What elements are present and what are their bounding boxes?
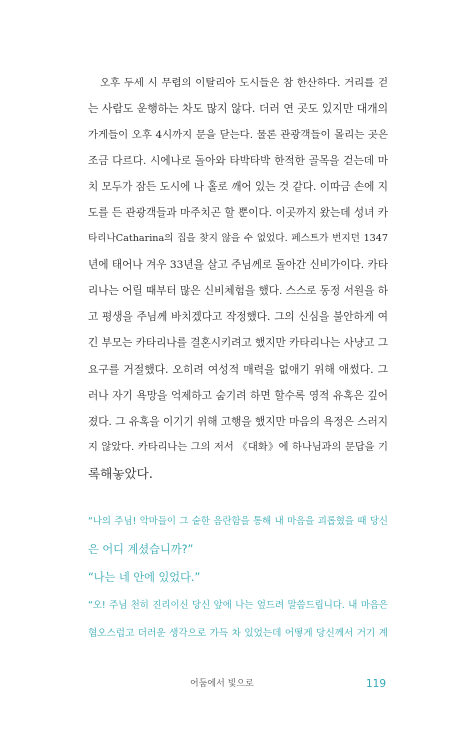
quote-line: 혐오스럽고 더러운 생각으로 가득 차 있었는데 어떻게 당신께서 거기 계 [88,628,388,639]
body-line: 치 모두가 잠든 도시에 나 홀로 깨어 있는 것 같다. 이따금 손에 지 [88,181,388,194]
body-line: 년에 태어나 겨우 33년을 살고 주님께로 돌아간 신비가이다. 카타 [88,259,388,272]
body-line: 고 평생을 주님께 바치겠다고 작정했다. 그의 신심을 불안하게 여 [88,311,388,324]
page-footer [0,676,470,692]
quote-line: 은 어디 계셨습니까?” [88,543,194,556]
body-line: 졌다. 그 유혹을 이기기 위해 고행을 했지만 마음의 욕정은 스러지 [88,415,388,428]
body-line: 가게들이 오후 4시까지 문을 닫는다. 물론 관광객들이 몰리는 곳은 [88,129,388,142]
body-paragraph [88,70,388,487]
quote-line: “나의 주님! 악마들이 그 숱한 음란함을 통해 내 마음을 괴롭혔을 때 당신 [88,516,388,527]
body-line: 러나 자기 욕망을 억제하고 숨기려 하면 할수록 영적 유혹은 깊어 [88,389,388,402]
body-line: 지 않았다. 카타리나는 그의 저서 《대화》에 하나님과의 문답을 기 [88,441,388,453]
body-line: 요구를 거절했다. 오히려 여성적 매력을 없애기 위해 애썼다. 그 [88,362,388,376]
quote-line: “나는 네 안에 있었다.” [88,571,201,584]
body-line: 록해놓았다. [88,465,153,481]
body-line: 타리나Catharina의 집을 찾지 않을 수 없었다. 페스트가 번지던 1347 [88,233,388,245]
body-line: 도를 든 관광객들과 마주치곤 할 뿐이다. 이곳까지 왔는데 성녀 카 [88,207,388,220]
body-line: 오후 두세 시 무렵의 이탈리아 도시들은 참 한산하다. 거리를 걷 [100,77,388,89]
body-line: 조금 다르다. 시에나로 돌아와 타박타박 한적한 골목을 걷는데 마 [88,155,388,168]
quote-line: “오! 주님 천히 진리이신 당신 앞에 나는 엎드려 말씀드립니다. 내 마음은 [88,600,388,611]
body-line: 리나는 어릴 때부터 많은 신비체험을 했다. 스스로 동정 서원을 하 [88,285,388,298]
body-line: 긴 부모는 카타리나를 결혼시키려고 했지만 카타리나는 사냥고 그 [88,337,388,350]
dialogue-quote [88,508,388,648]
running-title: 어둠에서 빛으로 [190,679,254,689]
page-number: 119 [366,678,387,690]
body-line: 는 사람도 운행하는 차도 많지 않다. 더러 연 곳도 있지만 대개의 [88,102,388,116]
